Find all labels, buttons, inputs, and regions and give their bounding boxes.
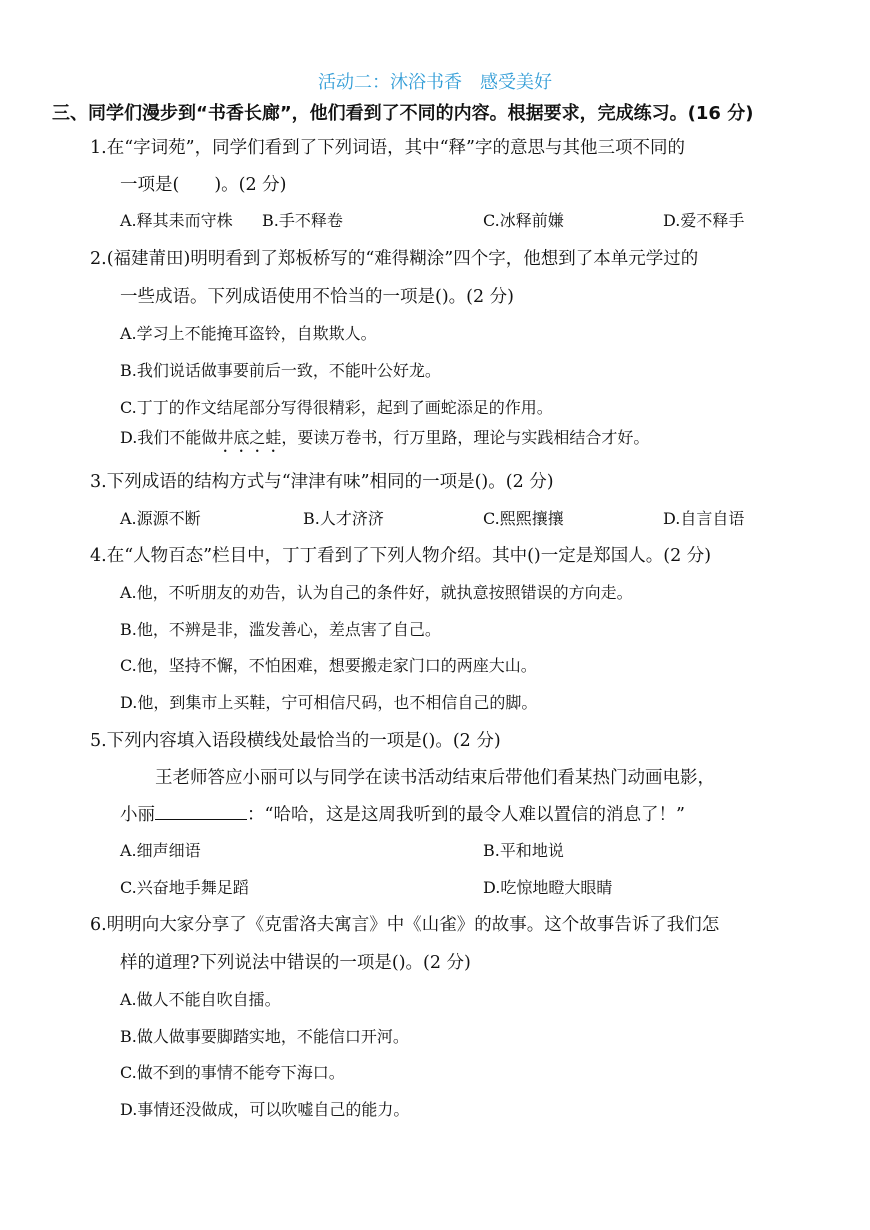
question-1-option-b: B.手不释卷 bbox=[262, 211, 343, 230]
question-6-line-2: 样的道理?下列说法中错误的一项是()。(2 分) bbox=[120, 953, 471, 973]
question-6-line-1: 6.明明向大家分享了《克雷洛夫寓言》中《山雀》的故事。这个故事告诉了我们怎 bbox=[90, 915, 720, 935]
question-4-option-b: B.他，不辨是非，滥发善心，差点害了自己。 bbox=[120, 620, 441, 639]
question-4-option-c: C.他，坚持不懈，不怕困难，想要搬走家门口的两座大山。 bbox=[120, 656, 537, 675]
question-5-option-b: B.平和地说 bbox=[483, 841, 564, 860]
question-1-line-2: 一项是( )。(2 分) bbox=[120, 175, 287, 195]
question-4-line-1: 4.在“人物百态”栏目中，丁丁看到了下列人物介绍。其中()一定是郑国人。(2 分) bbox=[90, 546, 712, 566]
question-3-option-b: B.人才济济 bbox=[303, 509, 384, 528]
question-2-option-b: B.我们说话做事要前后一致，不能叶公好龙。 bbox=[120, 361, 441, 380]
question-3-option-c: C.熙熙攘攘 bbox=[483, 509, 564, 528]
question-2-line-2: 一些成语。下列成语使用不恰当的一项是()。(2 分) bbox=[120, 287, 515, 307]
passage-name: 小丽 bbox=[120, 805, 155, 825]
question-2-option-c: C.丁丁的作文结尾部分写得很精彩，起到了画蛇添足的作用。 bbox=[120, 398, 553, 417]
option-d-prefix: D.我们不能做 bbox=[120, 428, 218, 447]
question-3-option-a: A.源源不断 bbox=[120, 509, 201, 528]
question-2-option-d bbox=[120, 425, 649, 456]
question-1-option-d: D.爱不释手 bbox=[663, 211, 745, 230]
question-1-option-c: C.冰释前嫌 bbox=[483, 211, 564, 230]
passage-quote: ：“哈哈，这是这周我听到的最令人难以置信的消息了！” bbox=[247, 805, 685, 825]
question-6-option-a: A.做人不能自吹自擂。 bbox=[120, 990, 281, 1009]
question-4-option-a: A.他，不听朋友的劝告，认为自己的条件好，就执意按照错误的方向走。 bbox=[120, 583, 633, 602]
emphasized-idiom: 井底之蛙 bbox=[217, 428, 282, 447]
question-6-option-c: C.做不到的事情不能夸下海口。 bbox=[120, 1063, 345, 1082]
question-3-line-1: 3.下列成语的结构方式与“津津有味”相同的一项是()。(2 分) bbox=[90, 472, 554, 492]
question-1-option-a: A.释其耒而守株 bbox=[120, 211, 233, 230]
question-6-option-d: D.事情还没做成，可以吹嘘自己的能力。 bbox=[120, 1100, 410, 1119]
question-1-line-1: 1.在“字词苑”，同学们看到了下列词语，其中“释”字的意思与其他三项不同的 bbox=[90, 138, 685, 158]
fill-in-blank bbox=[155, 801, 247, 820]
question-5-option-a: A.细声细语 bbox=[120, 841, 201, 860]
question-5-option-c: C.兴奋地手舞足蹈 bbox=[120, 878, 249, 897]
question-5-passage-line-1: 王老师答应小丽可以与同学在读书活动结束后带他们看某热门动画电影， bbox=[155, 768, 715, 788]
section-header: 三、同学们漫步到“书香长廊”，他们看到了不同的内容。根据要求，完成练习。(16 分) bbox=[52, 103, 754, 124]
question-2-option-a: A.学习上不能掩耳盗铃，自欺欺人。 bbox=[120, 324, 377, 343]
question-2-line-1: 2.(福建莆田)明明看到了郑板桥写的“难得糊涂”四个字，他想到了本单元学过的 bbox=[90, 249, 699, 269]
question-5-option-d: D.吃惊地瞪大眼睛 bbox=[483, 878, 613, 897]
question-3-option-d: D.自言自语 bbox=[663, 509, 745, 528]
question-4-option-d: D.他，到集市上买鞋，宁可相信尺码，也不相信自己的脚。 bbox=[120, 693, 538, 712]
activity-title: 活动二：沐浴书香 感受美好 bbox=[318, 72, 552, 93]
question-6-option-b: B.做人做事要脚踏实地，不能信口开河。 bbox=[120, 1027, 409, 1046]
option-d-suffix: ，要读万卷书，行万里路，理论与实践相结合才好。 bbox=[281, 428, 650, 447]
question-5-line-1: 5.下列内容填入语段横线处最恰当的一项是()。(2 分) bbox=[90, 731, 501, 751]
question-5-passage-line-2 bbox=[120, 801, 685, 826]
